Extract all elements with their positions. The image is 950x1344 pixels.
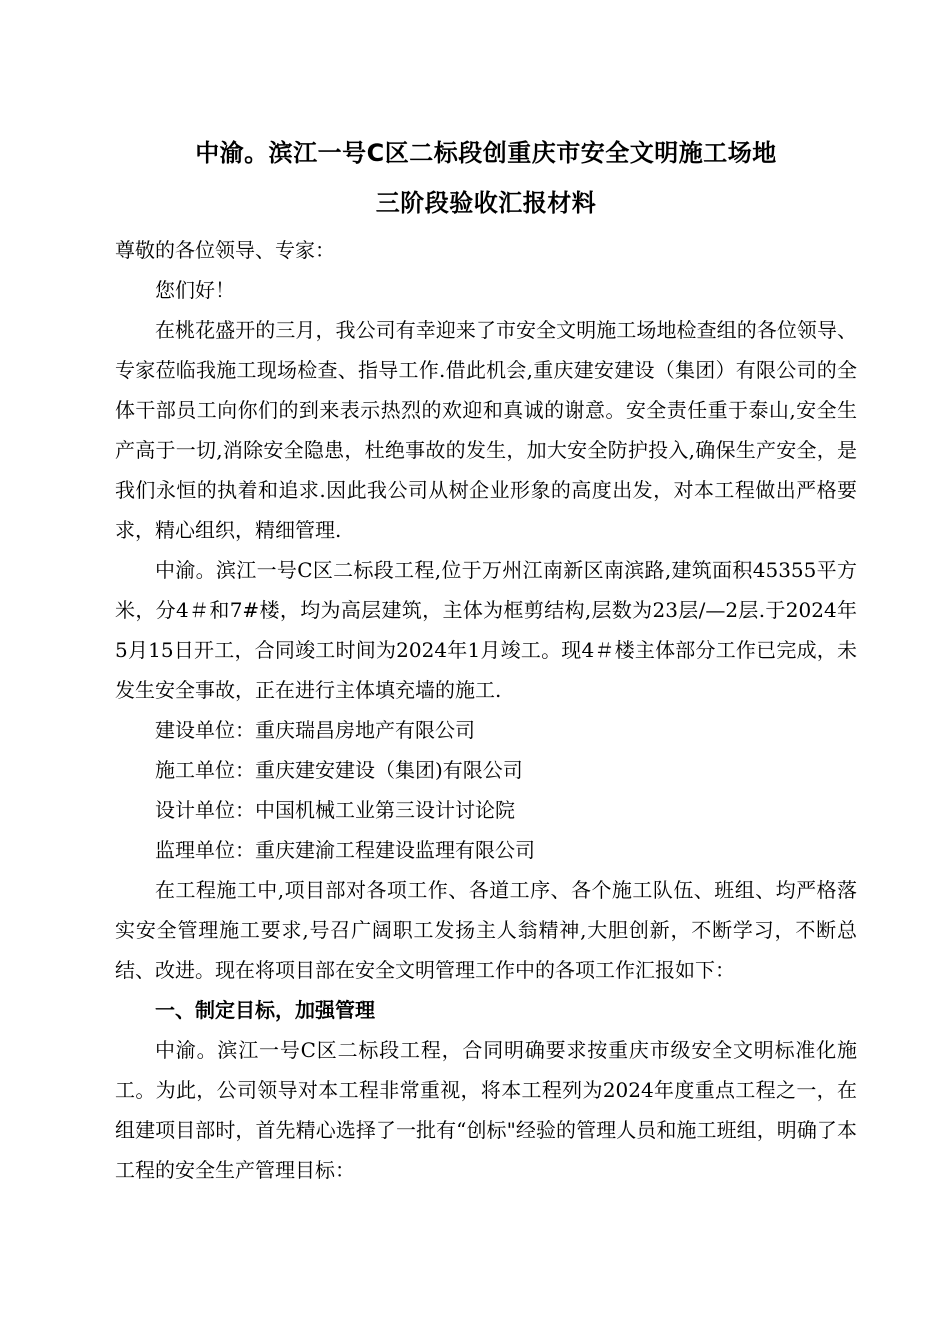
unit-supervise: 监理单位：重庆建渝工程建设监理有限公司 [155,838,535,862]
unit-construct: 施工单位：重庆建安建设（集团)有限公司 [155,758,523,782]
greeting: 您们好！ [155,278,235,302]
document-body [115,128,857,1190]
paragraph-process: 在工程施工中,项目部对各项工作、各道工序、各个施工队伍、班组、均严格落实安全管理施工要求,号召广阔职工发扬主人翁精神,大胆创新，不断学习，不断总结、改进。现在将项目部在安全文明管理工作中的各项工作汇报如下： [115,878,857,982]
section-heading-1: 一、制定目标，加强管理 [155,998,375,1022]
document-title-line-2: 三阶段验收汇报材料 [375,189,597,217]
document-title-line-1: 中渝。滨江一号C区二标段创重庆市安全文明施工场地 [195,139,777,167]
unit-build: 建设单位：重庆瑞昌房地产有限公司 [155,718,475,742]
paragraph-project-overview: 中渝。滨江一号C区二标段工程,位于万州江南新区南滨路,建筑面积45355平方米，分4＃和7#楼，均为高层建筑，主体为框剪结构,层数为23层/—2层.于2024年5月15日开工，合同竣工时间为2024年1月竣工。现4＃楼主体部分工作已完成，未发生安全事故，正在进行主体填充墙的施工. [115,558,857,702]
salutation: 尊敬的各位领导、专家： [115,238,335,262]
unit-design: 设计单位：中国机械工业第三设计讨论院 [155,798,515,822]
paragraph-intro: 在桃花盛开的三月，我公司有幸迎来了市安全文明施工场地检查组的各位领导、专家莅临我施工现场检查、指导工作.借此机会,重庆建安建设（集团）有限公司的全体干部员工向你们的到来表示热烈的欢迎和真诚的谢意。安全责任重于泰山,安全生产高于一切,消除安全隐患，杜绝事故的发生，加大安全防护投入,确保生产安全，是我们永恒的执着和追求.因此我公司从树企业形象的高度出发，对本工程做出严格要求，精心组织，精细管理. [115,318,857,542]
paragraph-section-1: 中渝。滨江一号C区二标段工程，合同明确要求按重庆市级安全文明标准化施工。为此，公司领导对本工程非常重视，将本工程列为2024年度重点工程之一，在组建项目部时，首先精心选择了一批有“创标"经验的管理人员和施工班组，明确了本工程的安全生产管理目标： [115,1038,857,1182]
